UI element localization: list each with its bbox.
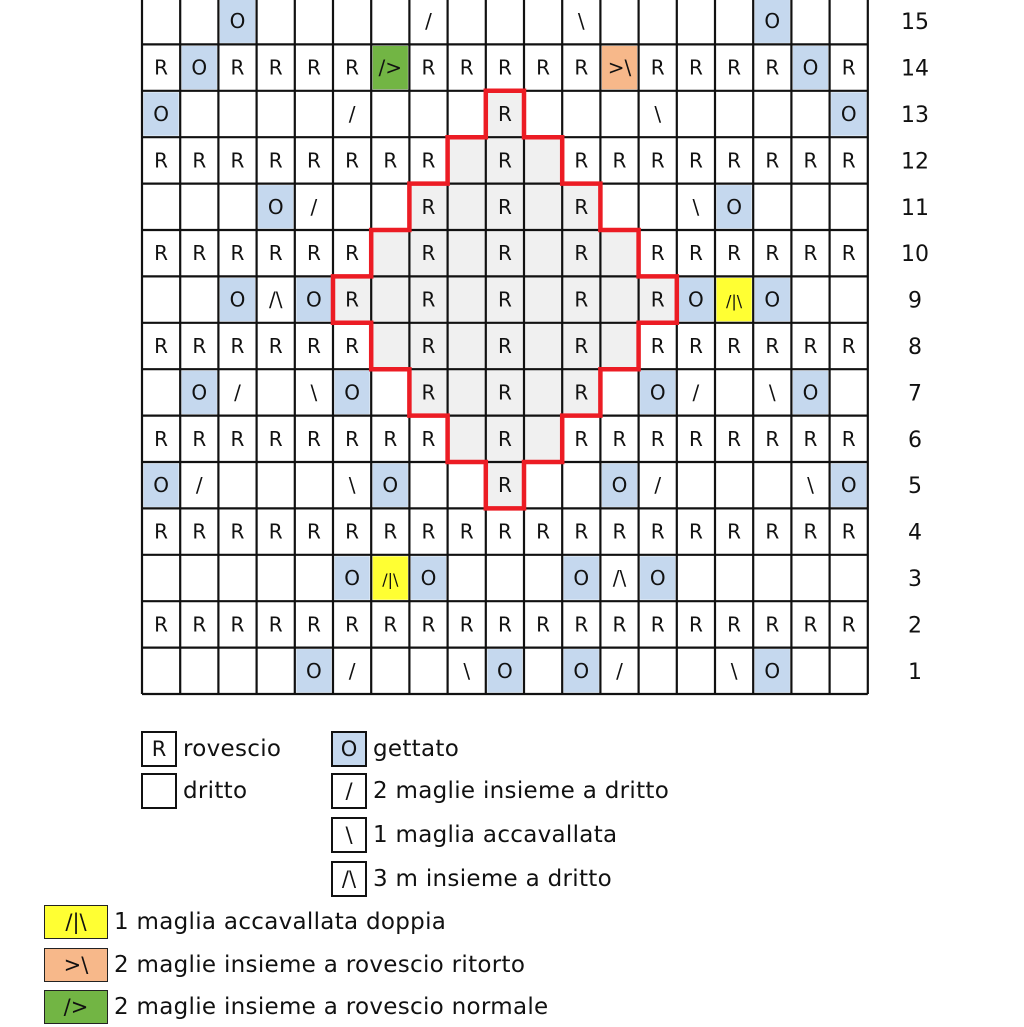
stitch-symbol: R xyxy=(421,287,436,312)
stitch-symbol: \ xyxy=(730,658,738,683)
legend-symbol-green: /> xyxy=(44,990,108,1024)
stitch-symbol: O xyxy=(191,380,208,405)
stitch-symbol: R xyxy=(230,241,245,266)
stitch-symbol: R xyxy=(154,148,169,173)
stitch-symbol: R xyxy=(421,241,436,266)
stitch-symbol: R xyxy=(612,519,627,544)
row-number: 9 xyxy=(908,288,922,314)
stitch-symbol: \ xyxy=(807,473,814,498)
stitch-symbol: R xyxy=(421,612,436,637)
stitch-symbol: R xyxy=(650,612,665,637)
stitch-symbol: R xyxy=(345,287,360,312)
stitch-symbol: R xyxy=(497,55,512,80)
stitch-symbol: R xyxy=(841,148,856,173)
legend-item-rovescio-normale xyxy=(44,987,548,1027)
legend-symbol-blank xyxy=(141,773,177,809)
stitch-symbol: R xyxy=(497,148,512,173)
stitch-symbol: >\ xyxy=(607,55,632,80)
stitch-symbol: R xyxy=(497,334,512,358)
stitch-symbol: R xyxy=(268,55,283,80)
stitch-symbol: R xyxy=(536,55,551,80)
stitch-symbol: / xyxy=(310,194,318,219)
stitch-symbol: R xyxy=(727,55,742,80)
stitch-symbol: /\ xyxy=(268,287,283,312)
legend-label: 2 maglie insieme a rovescio ritorto xyxy=(114,952,526,978)
stitch-symbol: R xyxy=(727,519,742,544)
stitch-symbol: O xyxy=(764,287,781,312)
stitch-symbol: R xyxy=(192,148,207,173)
stitch-symbol: O xyxy=(153,102,169,126)
legend-symbol-slash: / xyxy=(331,773,367,809)
legend-label: 2 maglie insieme a rovescio normale xyxy=(114,994,549,1020)
stitch-symbol: R xyxy=(727,334,742,358)
stitch-symbol: R xyxy=(192,612,207,637)
stitch-symbol: R xyxy=(650,55,665,80)
stitch-symbol: / xyxy=(425,9,432,34)
stitch-symbol: /|\ xyxy=(382,570,399,589)
stitch-symbol: R xyxy=(688,55,703,80)
legend-symbol-orange: >\ xyxy=(44,948,108,982)
legend-item-rovescio-ritorto xyxy=(44,945,525,985)
stitch-symbol: R xyxy=(345,55,360,80)
stitch-symbol: O xyxy=(382,473,399,498)
stitch-symbol: \ xyxy=(463,658,471,683)
stitch-symbol: R xyxy=(306,241,321,266)
legend-item-2-maglie-dritto xyxy=(331,770,669,812)
legend-symbol-yellow: /|\ xyxy=(44,905,108,939)
row-number: 8 xyxy=(908,335,922,360)
legend-label: 2 maglie insieme a dritto xyxy=(373,778,670,804)
legend-item-3m-dritto xyxy=(331,858,612,900)
stitch-symbol: R xyxy=(230,334,245,358)
stitch-symbol: \ xyxy=(348,473,356,498)
stitch-symbol: R xyxy=(727,148,742,173)
stitch-symbol: R xyxy=(841,55,856,80)
stitch-symbol: R xyxy=(574,55,589,80)
stitch-symbol: R xyxy=(841,519,856,544)
stitch-symbol: O xyxy=(229,9,246,34)
stitch-symbol: O xyxy=(649,566,666,590)
stitch-symbol: R xyxy=(841,426,856,451)
stitch-symbol: / xyxy=(654,473,662,498)
stitch-symbol: R xyxy=(497,519,512,544)
stitch-symbol: R xyxy=(650,148,665,173)
row-number: 5 xyxy=(908,474,922,500)
legend-item-rovescio xyxy=(141,728,281,770)
stitch-symbol: R xyxy=(421,334,436,358)
stitch-symbol: R xyxy=(688,519,703,544)
stitch-symbol: O xyxy=(840,102,857,126)
stitch-symbol: O xyxy=(229,287,246,312)
row-number: 1 xyxy=(908,659,922,685)
stitch-symbol: R xyxy=(765,148,780,173)
stitch-symbol: R xyxy=(497,241,512,266)
stitch-symbol: O xyxy=(344,380,360,405)
stitch-symbol: /> xyxy=(378,55,403,80)
stitch-symbol: R xyxy=(230,519,245,544)
stitch-symbol: R xyxy=(268,426,283,451)
row-number: 2 xyxy=(908,613,922,639)
stitch-symbol: R xyxy=(765,519,780,544)
stitch-symbol: R xyxy=(421,148,436,173)
stitch-symbol: R xyxy=(421,426,436,451)
stitch-symbol: R xyxy=(612,148,627,173)
stitch-symbol: R xyxy=(803,148,818,173)
stitch-symbol: / xyxy=(616,658,623,683)
stitch-symbol: R xyxy=(459,519,474,544)
legend-symbol-backslash: \ xyxy=(331,817,367,853)
stitch-symbol: \ xyxy=(654,102,662,126)
legend-item-dritto xyxy=(141,770,247,812)
stitch-symbol: O xyxy=(153,473,169,498)
row-number: 7 xyxy=(908,381,922,407)
stitch-symbol: R xyxy=(650,287,665,312)
stitch-symbol: O xyxy=(726,194,742,219)
legend-label: 1 maglia accavallata doppia xyxy=(114,909,447,935)
stitch-symbol: R xyxy=(688,241,703,266)
stitch-symbol: R xyxy=(268,148,283,173)
stitch-symbol: R xyxy=(574,241,589,266)
legend-label: dritto xyxy=(183,778,248,804)
legend-label: rovescio xyxy=(183,736,282,762)
row-number: 6 xyxy=(908,427,922,453)
stitch-symbol: R xyxy=(421,55,436,80)
stitch-symbol: R xyxy=(688,148,703,173)
stitch-symbol: R xyxy=(383,148,398,173)
row-number: 13 xyxy=(901,103,929,128)
stitch-symbol: R xyxy=(574,612,589,637)
stitch-symbol: R xyxy=(154,241,169,266)
stitch-symbol: R xyxy=(574,426,589,451)
stitch-symbol: R xyxy=(650,241,665,266)
stitch-symbol: R xyxy=(688,612,703,637)
stitch-symbol: \ xyxy=(577,9,585,34)
stitch-symbol: R xyxy=(803,426,818,451)
stitch-symbol: \ xyxy=(768,380,776,405)
stitch-symbol: R xyxy=(497,473,512,498)
stitch-symbol: R xyxy=(688,334,703,358)
legend-symbol-o: O xyxy=(331,731,367,767)
stitch-symbol: O xyxy=(497,658,513,683)
stitch-symbol: \ xyxy=(692,194,700,219)
stitch-symbol: R xyxy=(497,102,512,126)
stitch-symbol: R xyxy=(650,426,665,451)
stitch-symbol: R xyxy=(306,426,321,451)
stitch-symbol: R xyxy=(345,241,360,266)
stitch-symbol: R xyxy=(765,612,780,637)
stitch-symbol: R xyxy=(154,612,169,637)
stitch-symbol: R xyxy=(650,519,665,544)
stitch-symbol: R xyxy=(574,519,589,544)
stitch-symbol: R xyxy=(421,380,436,405)
stitch-symbol: O xyxy=(840,473,857,498)
stitch-symbol: O xyxy=(688,287,704,312)
stitch-symbol: R xyxy=(497,426,512,451)
stitch-symbol: R xyxy=(459,55,474,80)
stitch-symbol: R xyxy=(230,55,245,80)
stitch-symbol: R xyxy=(765,55,780,80)
legend-label: 1 maglia accavallata xyxy=(373,822,618,848)
stitch-symbol: R xyxy=(497,287,512,312)
stitch-symbol: O xyxy=(764,658,781,683)
stitch-symbol: R xyxy=(192,426,207,451)
stitch-symbol: R xyxy=(154,334,169,358)
legend-label: gettato xyxy=(373,736,460,762)
stitch-symbol: R xyxy=(688,426,703,451)
stitch-symbol: O xyxy=(420,566,437,590)
stitch-symbol: O xyxy=(267,194,284,219)
legend-symbol-wedge: /\ xyxy=(331,861,367,897)
stitch-symbol: O xyxy=(764,9,781,34)
stitch-symbol: R xyxy=(268,241,283,266)
stitch-symbol: R xyxy=(306,55,321,80)
stitch-symbol: R xyxy=(841,334,856,358)
stitch-symbol: R xyxy=(306,612,321,637)
stitch-symbol: R xyxy=(154,519,169,544)
stitch-symbol: R xyxy=(345,612,360,637)
stitch-symbol: R xyxy=(727,612,742,637)
stitch-symbol: R xyxy=(574,334,589,358)
stitch-symbol: R xyxy=(612,612,627,637)
stitch-symbol: R xyxy=(345,519,360,544)
stitch-symbol: R xyxy=(230,426,245,451)
row-number: 12 xyxy=(901,149,929,175)
stitch-symbol: R xyxy=(192,241,207,266)
stitch-symbol: O xyxy=(306,287,322,312)
stitch-symbol: R xyxy=(306,148,321,173)
stitch-symbol: / xyxy=(348,658,356,683)
stitch-symbol: R xyxy=(459,612,474,637)
stitch-symbol: R xyxy=(574,194,589,219)
stitch-symbol: O xyxy=(344,566,360,590)
stitch-symbol: / xyxy=(234,380,241,405)
stitch-symbol: R xyxy=(421,519,436,544)
row-number: 14 xyxy=(901,56,929,82)
stitch-symbol: R xyxy=(421,194,436,219)
stitch-symbol: O xyxy=(611,473,628,498)
row-number: 10 xyxy=(901,242,929,268)
stitch-symbol: O xyxy=(573,566,590,590)
stitch-symbol: R xyxy=(574,148,589,173)
stitch-symbol: R xyxy=(803,519,818,544)
stitch-symbol: R xyxy=(727,426,742,451)
stitch-symbol: R xyxy=(192,519,207,544)
stitch-symbol: R xyxy=(765,334,780,358)
stitch-symbol: R xyxy=(536,612,551,637)
stitch-symbol: R xyxy=(306,334,321,358)
stitch-symbol: O xyxy=(306,658,322,683)
stitch-symbol: R xyxy=(497,612,512,637)
stitch-symbol: O xyxy=(573,658,590,683)
stitch-symbol: R xyxy=(154,55,169,80)
stitch-symbol: R xyxy=(268,334,283,358)
legend-item-accavallata xyxy=(331,814,617,856)
stitch-symbol: R xyxy=(612,426,627,451)
stitch-symbol: /\ xyxy=(612,566,627,590)
stitch-symbol: R xyxy=(650,334,665,358)
stitch-symbol: R xyxy=(154,426,169,451)
stitch-symbol: R xyxy=(765,426,780,451)
stitch-symbol: /|\ xyxy=(726,291,743,311)
stitch-symbol: R xyxy=(345,426,360,451)
stitch-symbol: O xyxy=(802,55,819,80)
stitch-symbol: R xyxy=(230,612,245,637)
stitch-symbol: R xyxy=(765,241,780,266)
stitch-symbol: R xyxy=(536,519,551,544)
row-number: 15 xyxy=(901,10,929,36)
row-number: 3 xyxy=(908,567,922,592)
stitch-symbol: O xyxy=(191,55,208,80)
stitch-symbol: R xyxy=(383,426,398,451)
stitch-symbol: R xyxy=(803,612,818,637)
stitch-symbol: R xyxy=(727,241,742,266)
stitch-symbol: O xyxy=(802,380,819,405)
legend-symbol-r: R xyxy=(141,731,177,767)
stitch-symbol: R xyxy=(803,334,818,358)
stitch-symbol: R xyxy=(841,241,856,266)
stitch-symbol: / xyxy=(195,473,203,498)
row-number: 4 xyxy=(908,520,922,546)
stitch-symbol: R xyxy=(574,287,589,312)
legend-label: 3 m insieme a dritto xyxy=(373,866,612,892)
stitch-symbol: R xyxy=(268,612,283,637)
stitch-symbol: / xyxy=(348,102,356,126)
stitch-symbol: \ xyxy=(310,380,318,405)
stitch-symbol: R xyxy=(345,334,360,358)
stitch-symbol: / xyxy=(692,380,700,405)
stitch-symbol: R xyxy=(268,519,283,544)
stitch-symbol: R xyxy=(345,148,360,173)
stitch-symbol: O xyxy=(649,380,666,405)
stitch-symbol: R xyxy=(306,519,321,544)
stitch-symbol: R xyxy=(192,334,207,358)
stitch-symbol: R xyxy=(497,380,512,405)
legend-item-accavallata-doppia xyxy=(44,902,446,942)
stitch-symbol: R xyxy=(803,241,818,266)
stitch-symbol: R xyxy=(497,194,512,219)
stitch-symbol: R xyxy=(383,612,398,637)
stitch-symbol: R xyxy=(383,519,398,544)
stitch-symbol: R xyxy=(574,380,589,405)
legend-item-gettato xyxy=(331,728,459,770)
row-number: 11 xyxy=(901,195,929,221)
stitch-symbol: R xyxy=(841,612,856,637)
stitch-symbol: R xyxy=(230,148,245,173)
